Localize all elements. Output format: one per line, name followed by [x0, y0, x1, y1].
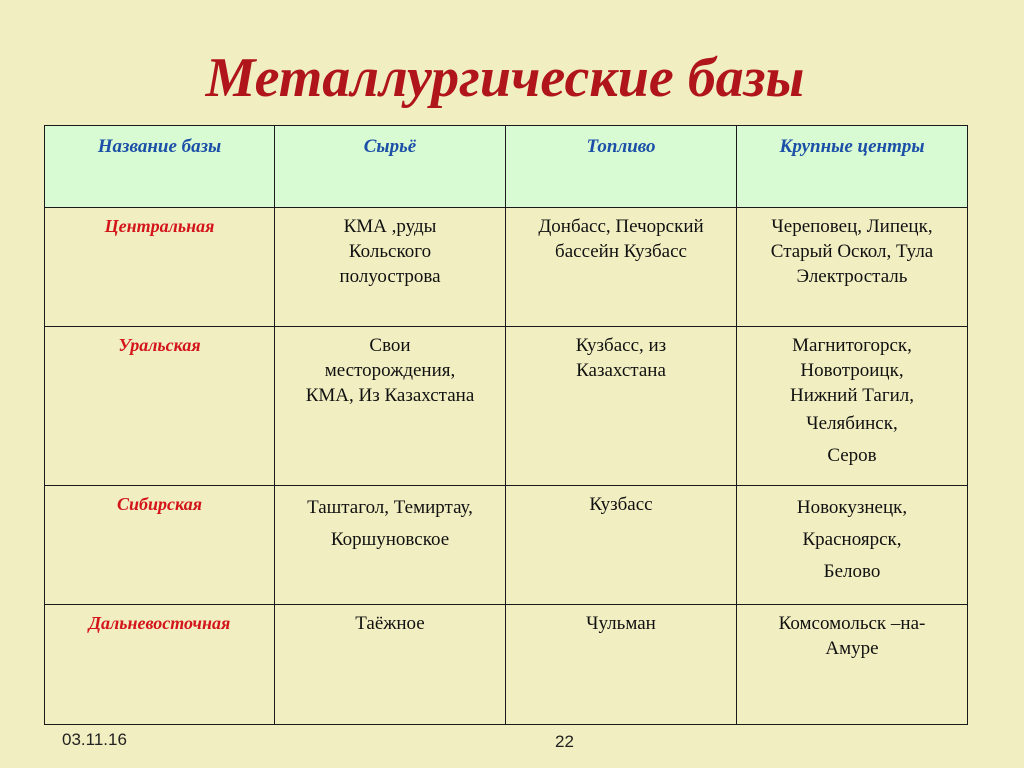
table-row	[45, 486, 968, 605]
base-name-cell: Центральная	[45, 208, 275, 327]
cell-line: Старый Оскол, Тула	[770, 241, 934, 262]
raw-materials-cell	[275, 605, 506, 725]
cell-line: Таштагол, Темиртау,	[307, 497, 473, 518]
header-raw-materials: Сырьё	[275, 126, 506, 208]
header-fuel: Топливо	[506, 126, 737, 208]
slide-title: Металлургические базы	[205, 47, 805, 109]
cell-line: Череповец, Липецк,	[771, 216, 933, 237]
base-name-cell: Дальневосточная	[45, 605, 275, 725]
cell-line: Новокузнецк,	[796, 497, 908, 518]
cell-line: Комсомольск –на-	[778, 613, 926, 634]
cell-line: Кузбасс	[589, 494, 653, 515]
metallurgical-bases-table	[44, 125, 968, 725]
footer-date: 03.11.16	[62, 730, 127, 749]
raw-materials-cell	[275, 208, 506, 327]
cell-line: Донбасс, Печорский	[538, 216, 704, 237]
cell-line: месторождения,	[324, 360, 456, 381]
cell-line: КМА, Из Казахстана	[305, 385, 475, 406]
raw-materials-cell	[275, 486, 506, 605]
cell-line: Магнитогорск,	[792, 335, 912, 356]
major-centers-cell	[737, 208, 968, 327]
fuel-cell	[506, 327, 737, 486]
cell-line: Серов	[827, 445, 877, 466]
cell-line: КМА ,руды	[343, 216, 437, 237]
cell-line: Кузбасс, из	[575, 335, 667, 356]
cell-line: Красноярск,	[802, 529, 902, 550]
cell-line: Белово	[823, 561, 881, 582]
header-major-centers: Крупные центры	[737, 126, 968, 208]
cell-line: Таёжное	[355, 613, 425, 634]
cell-line: Челябинск,	[806, 413, 898, 434]
major-centers-cell	[737, 327, 968, 486]
raw-materials-cell	[275, 327, 506, 486]
header-base-name: Название базы	[45, 126, 275, 208]
fuel-cell	[506, 605, 737, 725]
cell-line: Свои	[369, 335, 411, 356]
cell-line: полуострова	[339, 266, 441, 287]
cell-line: Кольского	[348, 241, 432, 262]
major-centers-cell	[737, 605, 968, 725]
cell-line: Казахстана	[576, 360, 666, 381]
table-header-row	[45, 126, 968, 208]
cell-line: Электросталь	[796, 266, 908, 287]
table-row	[45, 208, 968, 327]
cell-line: Новотроицк,	[800, 360, 904, 381]
base-name-cell: Сибирская	[45, 486, 275, 605]
cell-line: Амуре	[825, 638, 879, 659]
fuel-cell	[506, 486, 737, 605]
major-centers-cell	[737, 486, 968, 605]
cell-line: Нижний Тагил,	[789, 385, 915, 406]
table-row	[45, 327, 968, 486]
cell-line: Коршуновское	[330, 529, 450, 550]
cell-line: Чульман	[586, 613, 656, 634]
page-number: 22	[555, 732, 574, 751]
cell-line: бассейн Кузбасс	[555, 241, 687, 262]
fuel-cell	[506, 208, 737, 327]
base-name-cell: Уральская	[45, 327, 275, 486]
table-row	[45, 605, 968, 725]
